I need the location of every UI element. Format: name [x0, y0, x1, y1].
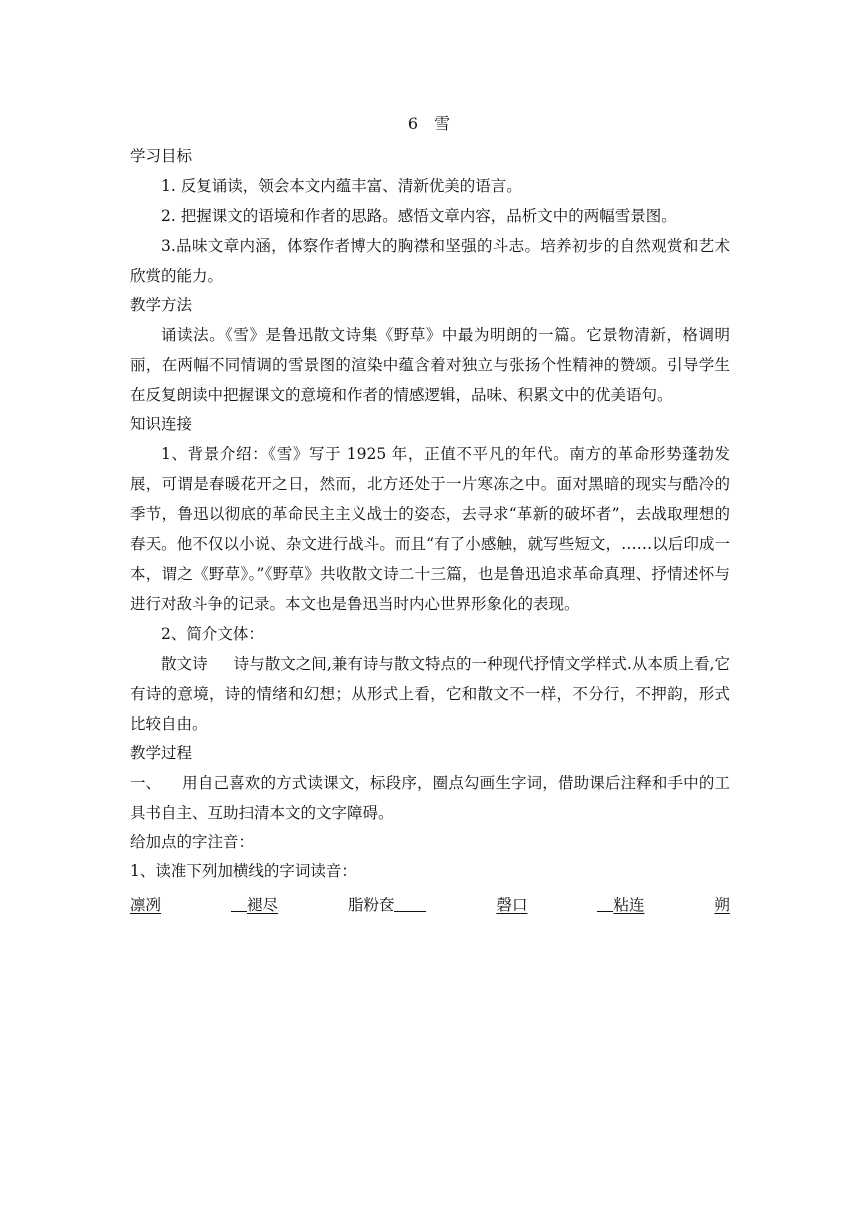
phonetic-task: 给加点的字注音：	[130, 833, 255, 851]
lesson-number: 6	[407, 114, 421, 133]
process-step-text: 用自己喜欢的方式读课文，标段序，圈点勾画生字词，借助课后注释和手中的工具书自主、互助扫清本文的文字障碍。	[130, 774, 730, 822]
vocab-item-3: 脂粉奁	[347, 896, 395, 914]
genre-paragraph	[130, 649, 730, 739]
genre-term: 散文诗	[161, 655, 208, 673]
genre-text: 诗与散文之间,兼有诗与散文特点的一种现代抒情文学样式.从本质上看,它有诗的意境，诗的情绪和幻想；从形式上看，它和散文不一样，不分行，不押韵，形式比较自由。	[130, 655, 730, 733]
vocab-blank-2	[231, 893, 247, 912]
process-heading: 教学过程	[130, 744, 193, 762]
vocab-item-2: 褪尽	[246, 896, 278, 914]
goals-heading: 学习目标	[130, 147, 193, 165]
lesson-title	[0, 111, 860, 134]
vocab-row	[130, 890, 730, 920]
method-text: 诵读法。《雪》是鲁迅散文诗集《野草》中最为明朗的一篇。它景物清新，格调明丽，在两幅不同情调的雪景图的渲染中蕴含着对独立与张扬个性精神的赞颂。引导学生在反复朗读中把握课文的意境和作者的情感逻辑，品味、积累文中的优美语句。	[130, 326, 730, 404]
knowledge-heading: 知识连接	[130, 415, 193, 433]
document-body	[130, 142, 730, 920]
process-step-marker: 一、	[130, 774, 162, 792]
vocab-item-4: 磬口	[496, 896, 528, 914]
goal-item-3: 3.品味文章内涵，体察作者博大的胸襟和坚强的斗志。培养初步的自然观赏和艺术欣赏的能力。	[130, 237, 730, 285]
vocab-item-2-wrap	[231, 890, 278, 920]
vocab-item-3-wrap	[348, 890, 427, 920]
read-task: 1、读准下列加横线的字词读音：	[130, 862, 357, 880]
process-step-1	[130, 768, 730, 828]
vocab-blank-5	[597, 893, 613, 912]
vocab-item-6: 朔	[714, 896, 730, 914]
vocab-blank-3	[394, 893, 426, 912]
method-heading: 教学方法	[130, 296, 193, 314]
lesson-title-text: 雪	[434, 114, 453, 133]
vocab-item-5: 粘连	[613, 896, 645, 914]
goal-item-1: 1. 反复诵读，领会本文内蕴丰富、清新优美的语言。	[161, 177, 522, 195]
background-text: 1、背景介绍：《雪》写于 1925 年，正值不平凡的年代。南方的革命形势蓬勃发展，可谓是春暖花开之日，然而，北方还处于一片寒冻之中。面对黑暗的现实与酷冷的季节，鲁迅以彻底的革命民主主义战士的姿态，去寻求“革新的破坏者”，去战取理想的春天。他不仅以小说、杂文进行战斗。而且“有了小感触，就写些短文，……以后印成一本，谓之《野草》。”《野草》共收散文诗二十三篇，也是鲁迅追求革命真理、抒情述怀与进行对敌斗争的记录。本文也是鲁迅当时内心世界形象化的表现。	[130, 445, 730, 613]
vocab-item-5-wrap	[597, 890, 644, 920]
goal-item-2: 2. 把握课文的语境和作者的思路。感悟文章内容，品析文中的两幅雪景图。	[161, 207, 677, 225]
genre-heading: 2、简介文体：	[161, 625, 264, 643]
vocab-item-1: 凛冽	[130, 896, 162, 914]
